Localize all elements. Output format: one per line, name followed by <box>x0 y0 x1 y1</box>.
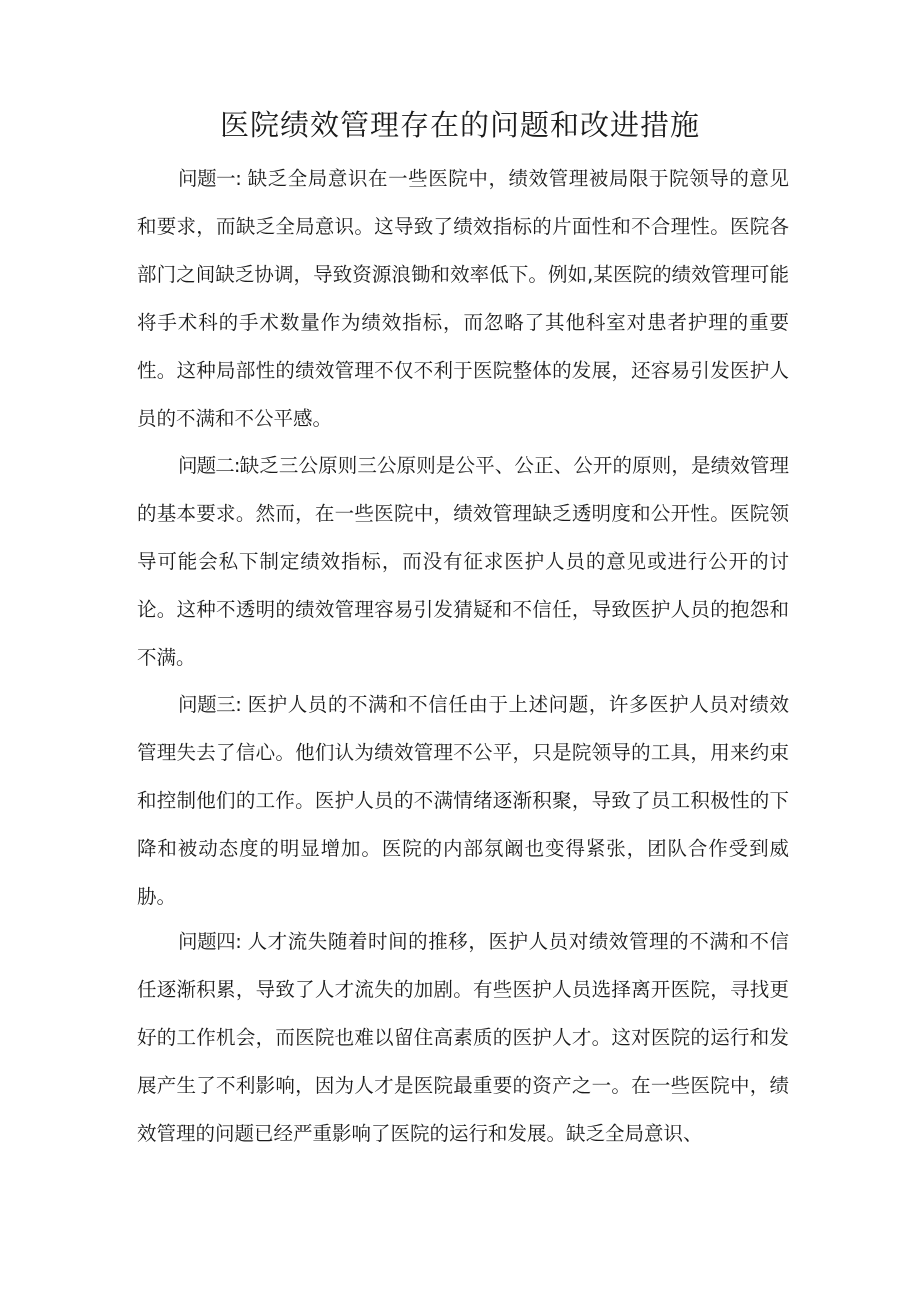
paragraph-text: 缺乏三公原则三公原则是公平、公正、公开的原则，是绩效管理的基本要求。然而，在一些医院中，绩效管理缺乏透明度和公开性。医院领导可能会私下制定绩效指标，而没有征求医护人员的意见或进行公开的讨论。这种不透明的绩效管理容易引发猜疑和不信任，导致医护人员的抱怨和不满。 <box>137 454 789 669</box>
paragraph-text: 人才流失随着时间的推移，医护人员对绩效管理的不满和不信任逐渐积累，导致了人才流失的加剧。有些医护人员选择离开医院，寻找更好的工作机会，而医院也难以留住高素质的医护人才。这对医院的运行和发展产生了不利影响，因为人才是医院最重要的资产之一。在一些医院中，绩效管理的问题已经严重影响了医院的运行和发展。缺乏全局意识、 <box>137 930 789 1145</box>
problem-label: 问题二: <box>178 454 240 477</box>
problem-label: 问题一: <box>178 167 241 190</box>
paragraph-problem-2 <box>137 442 789 682</box>
problem-label: 问题四: <box>178 930 241 953</box>
paragraph-text: 缺乏全局意识在一些医院中，绩效管理被局限于院领导的意见和要求，而缺乏全局意识。这导致了绩效指标的片面性和不合理性。医院各部门之间缺乏协调，导致资源浪锄和效率低下。例如,某医院的绩效管理可能将手术科的手术数量作为绩效指标，而忽略了其他科室对患者护理的重要性。这种局部性的绩效管理不仅不利于医院整体的发展，还容易引发医护人员的不满和不公平感。 <box>137 167 789 430</box>
paragraph-problem-4 <box>137 918 789 1158</box>
problem-label: 问题三: <box>178 693 241 716</box>
paragraph-problem-3 <box>137 681 789 921</box>
document-title: 医院绩效管理存在的问题和改进措施 <box>219 108 700 142</box>
paragraph-problem-1 <box>137 155 789 443</box>
paragraph-text: 医护人员的不满和不信任由于上述问题，许多医护人员对绩效管理失去了信心。他们认为绩效管理不公平，只是院领导的工具，用来约束和控制他们的工作。医护人员的不满情绪逐渐积聚，导致了员工积极性的下降和被动态度的明显增加。医院的内部氛阚也变得紧张，团队合作受到威胁。 <box>137 693 789 908</box>
